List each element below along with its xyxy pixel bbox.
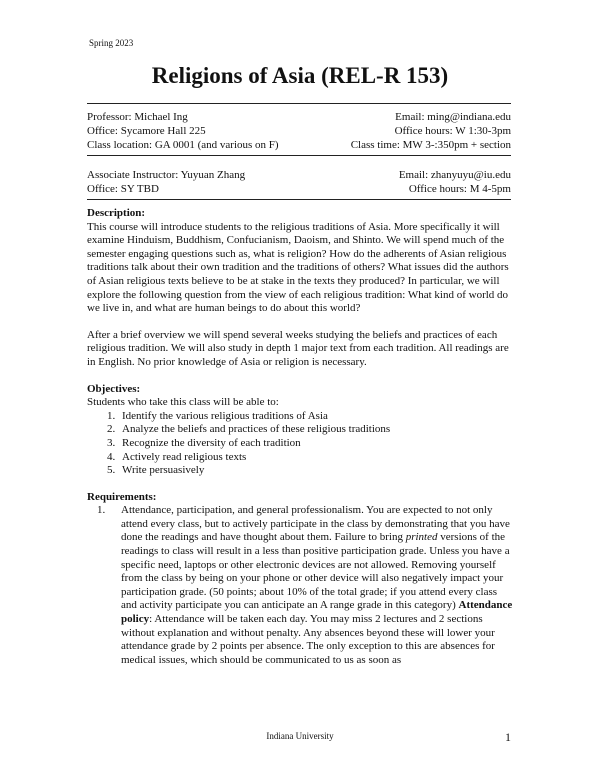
description-paragraph-1: This course will introduce students to the religious traditions of Asia. More specifically it will examine Hinduism, Buddhism, Confucianism, Daoism, and Shinto. We will spend much of the semester engaging questions such as, what is religion? How do the adherents of Asian religious traditions talk about their own tradition and the traditions of others? What issues did the authors of Asian religious texts believe to be at stake in the texts they produced? In particular, we will explore the following question from the view of each religious tradition: What kind of world do we live in, and what are human beings to do about this world? — [87, 220, 509, 315]
term-header: Spring 2023 — [89, 38, 134, 48]
info-row — [87, 138, 511, 152]
associate-info-box — [87, 166, 511, 200]
list-item: 1. Attendance, participation, and general professionalism. You are expected to not only attend every class, but to actively participate in the class by demonstrating that you have done the readings and have thought about them. Failure to bring printed versions of the readings to class will result in a less than positive participation grade. Unless you have a specific need, laptops or other electronic devices are not allowed. Removing yourself from the class by being on your phone or other device will also negatively impact your participation grade. (50 points; about 10% of the total grade; if you attend every class and activity participate you can anticipate an A range grade in this category) Attendance policy: Attendance will be taken each day. You may miss 2 lectures and 2 sections without explanation and without penalty. Any absences beyond these will lower your attendance grade by 2 points per absence. The only exception to this are absences for medical issues, which should be communicated to us as soon as — [97, 504, 513, 666]
associate-office-hours: Office hours: M 4-5pm — [408, 183, 511, 195]
professor-name: Professor: Michael Ing — [87, 111, 188, 123]
professor-email: Email: ming@indiana.edu — [395, 111, 511, 123]
class-time: Class time: MW 3-:350pm + section — [350, 139, 511, 151]
requirements-heading: Requirements: — [87, 490, 157, 503]
associate-name: Associate Instructor: Yuyuan Zhang — [87, 169, 246, 181]
info-row — [87, 124, 511, 138]
professor-office-hours: Office hours: W 1:30-3pm — [394, 125, 511, 137]
description-heading: Description: — [87, 207, 146, 219]
objectives-list — [87, 410, 513, 478]
page-number: 1 — [505, 730, 511, 744]
requirement-1-text: Attendance, participation, and general professionalism. You are expected to not only attend every class, but to actively participate in the class by demonstrating that you have done the readings and have thought about them. Failure to bring printed versions of the readings to class will result in a less than positive participation grade. Unless you have a specific need, laptops or other electronic devices are not allowed. Removing yourself from the class by being on your phone or other device will also negatively impact your participation grade. (50 points; about 10% of the total grade; if you attend every class and activity participate you can anticipate an A range grade in this category) Attendance policy: Attendance will be taken each day. You may miss 2 lectures and 2 sections without explanation and without penalty. Any absences beyond these will lower your attendance grade by 2 points per absence. The only exception to this are absences for medical issues, which should be communicated to us as soon as — [121, 504, 513, 666]
page-title: Religions of Asia (REL-R 153) — [151, 63, 449, 88]
objectives-intro: Students who take this class will be able to: — [87, 396, 279, 409]
syllabus-body — [87, 207, 513, 667]
info-row — [87, 110, 511, 124]
list-item: 3. Recognize the diversity of each tradition — [107, 436, 301, 449]
objectives-heading: Objectives: — [87, 382, 141, 395]
list-item: 2. Analyze the beliefs and practices of these religious traditions — [107, 423, 391, 436]
list-item: 5. Write persuasively — [107, 464, 205, 477]
associate-email: Email: zhanyuyu@iu.edu — [398, 169, 511, 181]
requirements-list — [87, 504, 513, 667]
list-item: 1. Identify the various religious traditions of Asia — [107, 409, 328, 422]
info-row — [87, 168, 511, 182]
associate-office: Office: SY TBD — [87, 183, 159, 195]
info-row — [87, 182, 511, 196]
professor-office: Office: Sycamore Hall 225 — [87, 125, 206, 137]
footer-institution: Indiana University — [266, 731, 334, 741]
list-item: 4. Actively read religious texts — [107, 450, 247, 463]
description-paragraph-2: After a brief overview we will spend several weeks studying the beliefs and practices of each religious tradition. We will also study in depth 1 major text from each tradition. All readings are in English. No prior knowledge of Asia or religion is necessary. — [87, 328, 509, 368]
instructor-info-box — [87, 103, 511, 156]
class-location: Class location: GA 0001 (and various on F) — [87, 139, 279, 151]
